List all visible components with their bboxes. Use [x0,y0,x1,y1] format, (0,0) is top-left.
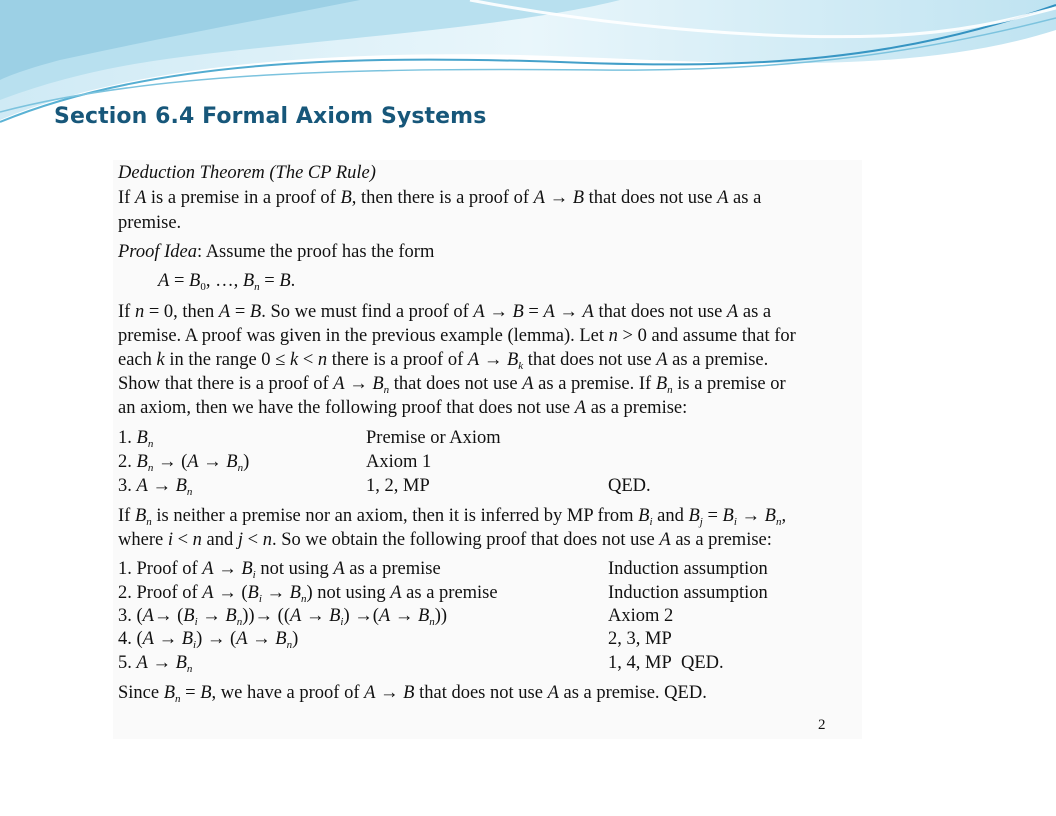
proof1-row: 2. $B_n \to (A \to B_n)$ Axiom 1 [118,452,432,474]
proof2-row: 2. Proof of $A \to (B_i \to B_n)$ not using A as a premise Induction assumption [118,583,768,605]
proof2-row: 5. $A \to B_n$ 1, 4, MP QED. [118,653,724,675]
text-line: premise. A proof was given in the previous example (lemma). Let n > 0 and assume that for [118,326,796,346]
conclusion-line: Since $B_n = B$, we have a proof of A → B that does not use A as a premise. QED. [118,683,707,705]
text-line: If A is a premise in a proof of B, then there is a proof of A → B that does not use A as a [118,188,762,208]
text-line: an axiom, then we have the following proof that does not use A as a premise: [118,398,688,418]
text-line: Proof Idea: Assume the proof has the form [118,242,435,262]
proof2-row: 1. Proof of $A \to B_i$ not using A as a premise Induction assumption [118,559,768,581]
text-line: If n = 0, then A = B. So we must find a proof of A → B = A → A that does not use A as a [118,302,772,322]
page-number: 2 [818,717,826,733]
proof2-row: 3. $(A\to (B_i \to B_n))\to ((A \to B_i) \to(A \to B_n))$ Axiom 2 [118,606,674,628]
text-line: each k in the range 0 ≤ k < n there is a proof of $A \to B_k$ that does not use A as a premise. [118,350,769,372]
text-line: Show that there is a proof of $A \to B_n$ that does not use A as a premise. If $B_n$ is a premise or [118,374,786,396]
slide-title: Section 6.4 Formal Axiom Systems [54,104,487,129]
theorem-heading: Deduction Theorem (The CP Rule) [118,163,376,183]
text-line: If $B_n$ is neither a premise nor an axiom, then it is inferred by MP from $B_i$ and $B_j = B_i \to B_n$, [118,506,787,528]
text-line: where i < n and j < n. So we obtain the following proof that does not use A as a premise: [118,530,772,550]
text-line: premise. [118,213,182,233]
proof1-row: 3. $A \to B_n$ 1, 2, MP QED. [118,476,651,498]
theorem-scan [113,160,862,739]
proof1-row: 1. $B_n$ Premise or Axiom [118,428,501,450]
proof2-row: 4. $(A \to B_i) \to (A \to B_n)$ 2, 3, MP [118,629,672,651]
formula-line: $A = B_0$, …, $B_n = B$. [158,271,296,293]
